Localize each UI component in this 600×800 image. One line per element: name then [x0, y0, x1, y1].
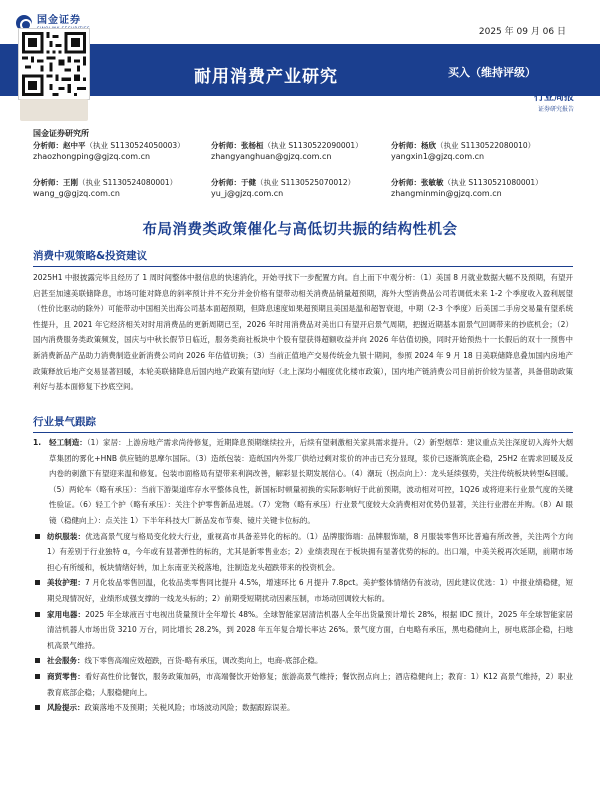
institute-name: 国金证券研究所 — [33, 129, 89, 138]
analyst-license: （执业 S1130524050003） — [85, 141, 185, 150]
item-heading: 纺织服装： — [47, 531, 86, 541]
list-item — [33, 529, 573, 576]
analyst-list — [33, 140, 593, 214]
tracking-body — [33, 435, 573, 716]
analyst-card — [33, 177, 177, 199]
analyst-email[interactable]: zhaozhongping@gjzq.com.cn — [33, 152, 151, 161]
analyst-license: （执业 S1130525070012） — [256, 178, 356, 187]
item-text: 看好高性价比餐饮，服务政策加码，市高端餐饮开始修复；旅游高景气维持；餐饮拐点向上；酒店稳健向上；教育：1）K12 高景气维持，2）职业教育底部企稳；人服稳健向上。 — [47, 671, 573, 697]
rating-label: 买入（维持评级） — [448, 66, 536, 79]
analyst-card — [211, 140, 363, 162]
list-item — [33, 435, 573, 529]
list-item — [33, 607, 573, 654]
strategy-text: 2025H1 中报披露完毕且经历了 1 周时间整体中报信息的快速消化，开始寻找下一步配置方向。自上而下中观分析：（1）美国 8 月就业数据大幅不及预期，有望开启甚至加速美联储降息，市场可能对降息的斜率预计并不充分并金价格有望带动相关消费品销量超预期，海外大型消费品公司若调低未来 1-2 个季度收入盈利展望（性价比驱动的除外）可能带动中国相关出海公司基本面超预期，但降息速度如果超预期且美国是温和超智衰退，中期（2-3 个季度）后美国二手房交易量有望系统性提升，且 2021 年它经济相关对时用消费品的更新周期已至，2026 年时用消费品对美出口有望开启景气周期，把握近期基本面景气回调带来的抄底机会；（2）国内消费服务类政策频发，国庆与中秋长假节日临近，服务类商社板块中个股有望获得超额收益并向 2026 年估值切换，同时开始预热十一长假后的双十一预售中新消费新品产品助力消费制造业新消费公司向 2026 年估值切换；（3）当前正值地产交易传统金九银十期间，参照 2024 年 9 月 18 日美联储降息叠加国内房地产政策释放后地产交易显著回暖，本轮美联储降息后国内地产政策有望向好（北上深均小幅度优化楼市政策），国内地产链消费公司目前折价较为显著，具备借助政策利好与基本面修复下抄底空间。 — [33, 273, 573, 392]
strategy-paragraph — [33, 270, 573, 395]
brand-avatar — [20, 99, 88, 121]
section-divider — [33, 432, 573, 433]
analyst-email[interactable]: zhangminmin@gjzq.com.cn — [391, 189, 502, 198]
analyst-row — [33, 140, 593, 177]
analyst-name: 张杨桓 — [241, 141, 264, 150]
item-heading: 商贸零售： — [47, 671, 85, 681]
qr-code-graphic — [22, 32, 86, 96]
analyst-name: 张敏敏 — [421, 178, 444, 187]
analyst-card — [211, 177, 355, 199]
item-text: 2025 年全球液百寸电视出货量预计全年增长 48%。全球智能家居清洁机器人全年出货量预计增长 28%，根据 IDC 预计，2025 年全球智能家居清洁机器人市场出货 3210 万台，同比增长 28.2%，到 2028 年五年复合增长率达 26%。景气度方面，白电略有承压，黑电稳健向上，厨电底部企稳，扫地机高景气维持。 — [47, 609, 574, 650]
item-heading: 轻工制造： — [49, 438, 87, 447]
industry-title: 耐用消费产业研究 — [194, 67, 338, 87]
analyst-row — [33, 177, 593, 214]
analyst-role: 分析师： — [211, 141, 241, 150]
analyst-name: 赵中平 — [63, 141, 86, 150]
analyst-role: 分析师： — [391, 178, 421, 187]
analyst-license: （执业 S1130521080001） — [443, 178, 543, 187]
analyst-role: 分析师： — [391, 141, 421, 150]
item-text: 政策落地不及预期；关税风险；市场波动风险；数据跟踪误差。 — [84, 703, 295, 713]
list-item — [33, 669, 573, 700]
item-heading: 家用电器： — [47, 609, 86, 619]
report-header — [0, 0, 600, 122]
analyst-card — [391, 177, 543, 199]
analyst-name: 王刚 — [63, 178, 78, 187]
item-heading: 风险提示： — [47, 703, 85, 713]
item-heading: 社会服务： — [47, 656, 85, 666]
analyst-role: 分析师： — [33, 178, 63, 187]
analyst-card — [33, 140, 185, 162]
report-type: 行业周报 — [534, 92, 574, 103]
analyst-name: 于健 — [241, 178, 256, 187]
analyst-license: （执业 S1130522090001） — [263, 141, 363, 150]
section-divider — [33, 266, 573, 267]
report-title: 布局消费类政策催化与高低切共振的结构性机会 — [142, 222, 458, 238]
list-item — [33, 575, 573, 606]
analyst-email[interactable]: yangxin1@gjzq.com.cn — [391, 152, 485, 161]
analyst-name: 杨欣 — [421, 141, 436, 150]
strategy-section — [33, 248, 573, 395]
item-text: 7 月化妆品零售回温，化妆品类零售同比提升 4.5%，增速环比 6 月提升 7.8pct。美护整体情绪仍有波动，因此建议优选：1）中报业绩稳健，短期兑现情况好，业绩形成强支撑的一线龙头标的；2）前期受短期扰动因素压制，市场动回调较大标的。 — [47, 578, 574, 603]
brand-name: 国金证券 — [37, 14, 81, 26]
analyst-role: 分析师： — [33, 141, 63, 150]
item-number: 1. — [33, 438, 42, 447]
item-heading: 美妆护理： — [47, 578, 86, 588]
analyst-license: （执业 S1130522080010） — [436, 141, 536, 150]
qr-code-icon[interactable] — [18, 28, 90, 100]
analyst-license: （执业 S1130524080001） — [78, 178, 178, 187]
analyst-card — [391, 140, 535, 162]
item-text: 线下零售高端应效超跌，百货-略有承压，调改类向上，电商-底部企稳。 — [84, 656, 323, 666]
analyst-email[interactable]: yu_j@gjzq.com.cn — [211, 189, 284, 198]
title-band — [0, 44, 600, 96]
report-subtype: 证券研究报告 — [537, 106, 574, 113]
list-item — [33, 700, 573, 716]
section-heading: 消费中观策略&投资建议 — [33, 250, 148, 262]
item-text: （1）家居：上游房地产需求尚待修复，近期降息预期继续拉升，后续有望刺激相关家具需求提升。（2）新型烟草：建议重点关注深度切入海外大烟草集团的雾化+HNB 供应链的思摩尔国际。（3）造纸包装：造纸国内外浆厂供给过剩对浆价的冲击已充分显现，浆价已逐渐筑底企稳，25H2 在需求回暖及反内卷的刺激下有望迎来温和修复。包装市面格局有望带来利润改善，解彩显长期发展信心。（4）潮玩（拐点向上）：龙头延续强势，关注传统板块转型&回暖。（5）两轮车（略有承压）：当前下游渠道库存水平整体良性，新国标时顿量初换的实际影响好于此前预期，波动相对可控，1Q26 或将迎来行业景气度的关键性验证。（6）轻工个护（略有承压）：关注个护零售新品进展。（7）宠物（略有承压）行业景气度较大众消费相对优势仍显著，关注行业潜在并购。（8）AI 眼镜（稳健向上）：点关注 1）下半年科技大厂新品发布节奏、镜片关键卡位标的。 — [49, 438, 574, 525]
analyst-email[interactable]: zhangyanghuan@gjzq.com.cn — [211, 152, 332, 161]
tracking-section — [33, 414, 573, 716]
report-date: 2025 年 09 月 06 日 — [478, 27, 566, 37]
item-text: 优选高景气度与格局变化较大行业，重视高市具备差异化的标的。（1）品牌服饰端：品牌服饰端，8 月服装零售环比普遍有所改善，关注两个方向 1）有差别于行业独特 α，今年或有显著弹性的标的，尤其是新零售业态；2）业绩表现在于板块拥有显著优势的标的。出口端，中美关税再次延期，前期市场担心有所缓和，板块情绪好转，加上东南亚关税落地，注制造龙头超跌带来的投资机会。 — [47, 531, 573, 572]
list-item — [33, 653, 573, 669]
analyst-role: 分析师： — [211, 178, 241, 187]
section-heading: 行业景气跟踪 — [33, 416, 96, 428]
analyst-email[interactable]: wang_g@gjzq.com.cn — [33, 189, 120, 198]
